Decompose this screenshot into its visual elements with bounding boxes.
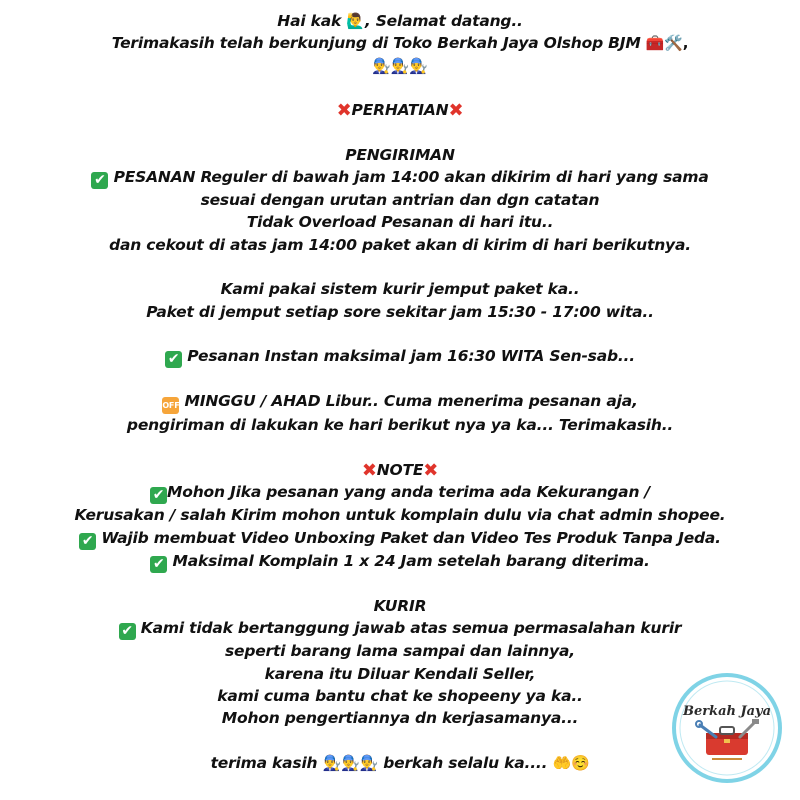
note-line [0,527,800,550]
cross-icon: ✖ [423,460,439,482]
courier-line: karena itu Diluar Kendali Seller, [264,664,536,683]
shipping-line: dan cekout di atas jam 14:00 paket akan di kirim di hari berikutnya. [109,235,691,254]
phone-off-icon: OFF [162,397,179,414]
shipping-line: Tidak Overload Pesanan di hari itu.. [246,213,554,232]
note-line [0,481,800,504]
note-line: Kerusakan / salah Kirim mohon untuk komplain dulu via chat admin shopee. [74,506,726,525]
note-line-text: Maksimal Komplain 1 x 24 Jam setelah barang diterima. [172,551,650,570]
mechanics-line [0,55,800,77]
sunday-line [0,390,800,414]
logo-text: Berkah Jaya [682,704,772,719]
check-icon: ✔ [119,623,136,640]
pickup-line: Paket di jemput setiap sore sekitar jam 15:30 - 17:00 wita.. [146,302,654,321]
check-icon: ✔ [79,533,96,550]
mechanic-icon: 👨‍🔧👨‍🔧👨‍🔧 [372,56,428,75]
note-line-text: Mohon Jika pesanan yang anda terima ada Kekurangan / [167,483,650,502]
courier-line-text: Kami tidak bertanggung jawab atas semua permasalahan kurir [140,619,682,638]
praying-hands-icon: 🤲☺️ [552,753,590,772]
greeting-line [0,10,800,32]
shipping-line: sesuai dengan urutan antrian dan dgn catatan [200,191,600,210]
closing-prefix: terima kasih [210,753,318,772]
cross-icon: ✖ [448,100,464,122]
shipping-heading: PENGIRIMAN [345,145,455,164]
courier-heading: KURIR [373,596,427,615]
note-title [0,459,800,481]
cross-icon: ✖ [361,460,377,482]
sunday-text: MINGGU / AHAD Libur.. Cuma menerima pesanan aja, [184,392,638,411]
store-notice [0,10,800,774]
shipping-line-text: PESANAN Reguler di bawah jam 14:00 akan dikirim di hari yang sama [113,168,709,187]
cross-icon: ✖ [336,100,352,122]
check-icon: ✔ [165,351,182,368]
mechanic-icon: 👨‍🔧👨‍🔧👨‍🔧 [322,753,379,772]
closing-middle: berkah selalu ka.... [383,753,548,772]
instant-line [0,345,800,368]
note-line [0,550,800,573]
attention-text: PERHATIAN [351,101,449,120]
instant-text: Pesanan Instan maksimal jam 16:30 WITA Sen-sab... [187,347,635,366]
person-raising-hand-icon: 🙋‍♂️ [346,12,365,30]
sunday-line: pengiriman di lakukan ke hari berikut nya ya ka... Terimakasih.. [126,416,674,435]
attention-title [0,99,800,121]
pickup-line: Kami pakai sistem kurir jemput paket ka.. [220,280,580,299]
check-icon: ✔ [150,487,167,504]
courier-line: kami cuma bantu chat ke shopeeny ya ka.. [217,686,583,705]
note-title-text: NOTE [376,461,424,480]
greeting-suffix: , Selamat datang.. [364,12,523,30]
thanks-line [0,32,800,54]
greeting-prefix: Hai kak [277,12,342,30]
thanks-text: Terimakasih telah berkunjung di Toko Berkah Jaya Olshop BJM [111,34,641,53]
note-line-text: Wajib membuat Video Unboxing Paket dan Video Tes Produk Tanpa Jeda. [101,528,721,547]
check-icon: ✔ [150,556,167,573]
courier-line: seperti barang lama sampai dan lainnya, [225,642,575,661]
toolbox-icon: 🧰🛠️, [645,34,689,53]
shipping-line [0,166,800,189]
courier-line: Mohon pengertiannya dn kerjasamanya... [221,709,579,728]
berkah-jaya-logo [672,673,782,783]
check-icon: ✔ [91,172,108,189]
courier-line [0,617,800,640]
